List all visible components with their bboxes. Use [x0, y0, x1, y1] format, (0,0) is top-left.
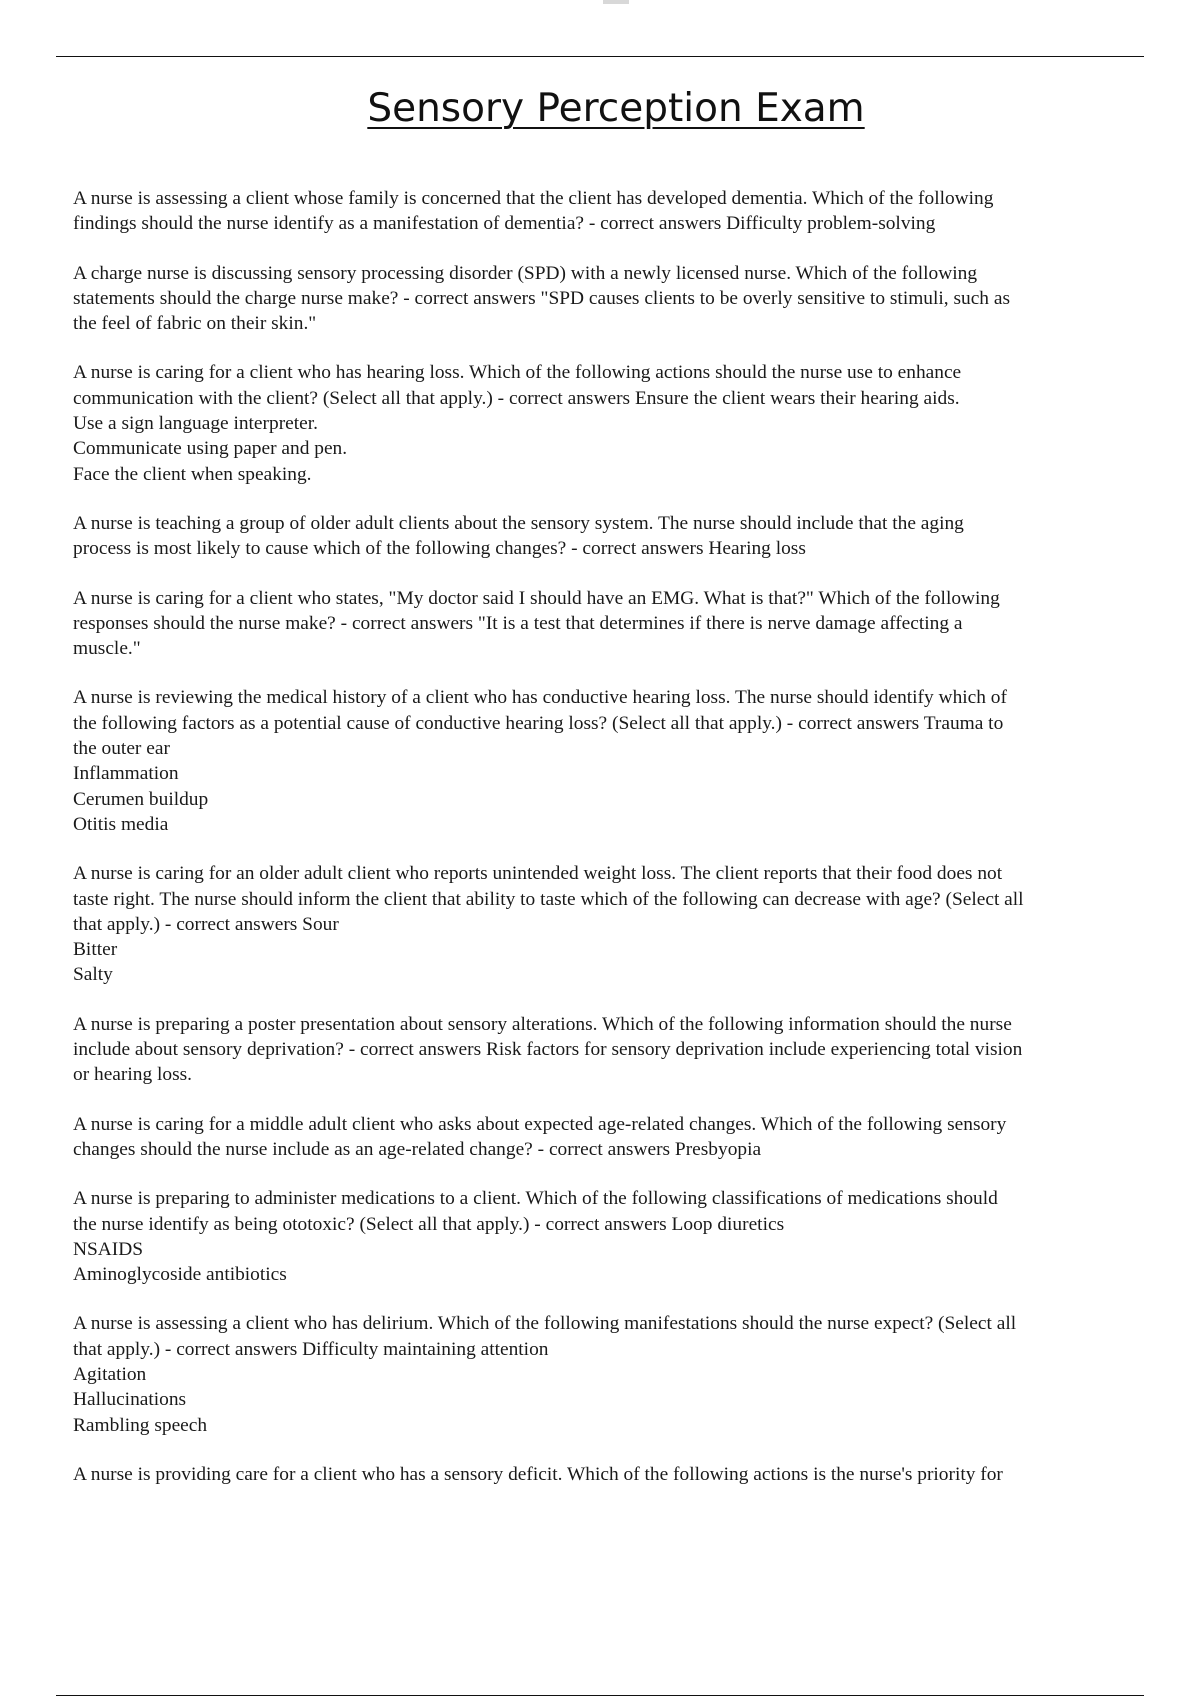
- question-line: taste right. The nurse should inform the client that ability to taste which of the following can decrease with age? (Select all: [73, 888, 1024, 910]
- question-line: Aminoglycoside antibiotics: [73, 1264, 287, 1286]
- question-line: changes should the nurse include as an age-related change? - correct answers Presbyopia: [73, 1138, 762, 1160]
- question-line: or hearing loss.: [73, 1064, 193, 1086]
- question-line: the feel of fabric on their skin.": [73, 313, 317, 335]
- footer-rule: [56, 1695, 1144, 1696]
- question-line: statements should the charge nurse make? - correct answers "SPD causes clients to be overly sensitive to stimuli, such as: [73, 287, 1010, 309]
- question-line: responses should the nurse make? - correct answers "It is a test that determines if there is nerve damage affecting a: [73, 612, 963, 634]
- question-line: A nurse is teaching a group of older adult clients about the sensory system. The nurse should include that the aging: [73, 512, 964, 534]
- question-item: [73, 1311, 1163, 1437]
- question-line: the following factors as a potential cause of conductive hearing loss? (Select all that apply.) - correct answers Trauma to: [73, 712, 1004, 734]
- question-item: [73, 186, 1163, 237]
- question-item: [73, 586, 1163, 662]
- question-line: Hallucinations: [73, 1389, 187, 1411]
- question-line: Bitter: [73, 939, 118, 961]
- header-rule: [56, 56, 1144, 57]
- question-item: [73, 511, 1163, 562]
- question-line: that apply.) - correct answers Difficulty maintaining attention: [73, 1338, 549, 1360]
- question-item: [73, 360, 1163, 486]
- question-line: the outer ear: [73, 738, 170, 760]
- question-line: Inflammation: [73, 763, 179, 785]
- question-line: the nurse identify as being ototoxic? (Select all that apply.) - correct answers Loop diuretics: [73, 1213, 785, 1235]
- question-item: [73, 1462, 1163, 1487]
- question-line: Face the client when speaking.: [73, 463, 312, 485]
- question-line: Agitation: [73, 1363, 147, 1385]
- question-item: [73, 261, 1163, 337]
- question-line: A charge nurse is discussing sensory processing disorder (SPD) with a newly licensed nurse. Which of the following: [73, 262, 978, 284]
- question-line: Cerumen buildup: [73, 788, 209, 810]
- question-item: [73, 1012, 1163, 1088]
- question-line: A nurse is reviewing the medical history of a client who has conductive hearing loss. The nurse should identify which of: [73, 687, 1007, 709]
- question-line: include about sensory deprivation? - correct answers Risk factors for sensory deprivation include experiencing total vision: [73, 1039, 1023, 1061]
- question-line: Salty: [73, 964, 113, 986]
- question-list: [73, 186, 1163, 1511]
- question-line: A nurse is caring for a middle adult client who asks about expected age-related changes. Which of the following sensory: [73, 1113, 1007, 1135]
- question-line: A nurse is assessing a client who has delirium. Which of the following manifestations should the nurse expect? (Select all: [73, 1313, 1017, 1335]
- question-line: A nurse is caring for a client who has hearing loss. Which of the following actions should the nurse use to enhance: [73, 362, 962, 384]
- question-line: Communicate using paper and pen.: [73, 438, 348, 460]
- question-line: A nurse is caring for an older adult client who reports unintended weight loss. The client reports that their food does not: [73, 863, 1003, 885]
- question-line: A nurse is providing care for a client who has a sensory deficit. Which of the following actions is the nurse's priority for: [73, 1463, 1003, 1485]
- question-line: muscle.": [73, 638, 141, 660]
- question-line: Otitis media: [73, 813, 169, 835]
- question-line: NSAIDS: [73, 1238, 144, 1260]
- question-line: A nurse is preparing a poster presentation about sensory alterations. Which of the following information should the nurse: [73, 1013, 1012, 1035]
- page-top-mark: [603, 0, 629, 4]
- question-line: A nurse is caring for a client who states, "My doctor said I should have an EMG. What is that?" Which of the following: [73, 587, 1000, 609]
- question-item: [73, 861, 1163, 987]
- question-item: [73, 1112, 1163, 1163]
- question-item: [73, 685, 1163, 837]
- question-line: A nurse is assessing a client whose family is concerned that the client has developed dementia. Which of the following: [73, 188, 994, 209]
- question-line: A nurse is preparing to administer medications to a client. Which of the following classifications of medications should: [73, 1188, 998, 1210]
- question-line: that apply.) - correct answers Sour: [73, 913, 339, 935]
- question-line: findings should the nurse identify as a manifestation of dementia? - correct answers Difficulty problem-solving: [73, 213, 936, 235]
- document-title: Sensory Perception Exam: [367, 86, 865, 131]
- question-line: Rambling speech: [73, 1414, 208, 1436]
- question-line: communication with the client? (Select all that apply.) - correct answers Ensure the client wears their hearing aids.: [73, 387, 960, 409]
- question-line: Use a sign language interpreter.: [73, 413, 318, 435]
- question-item: [73, 1186, 1163, 1287]
- question-line: process is most likely to cause which of the following changes? - correct answers Hearing loss: [73, 538, 806, 560]
